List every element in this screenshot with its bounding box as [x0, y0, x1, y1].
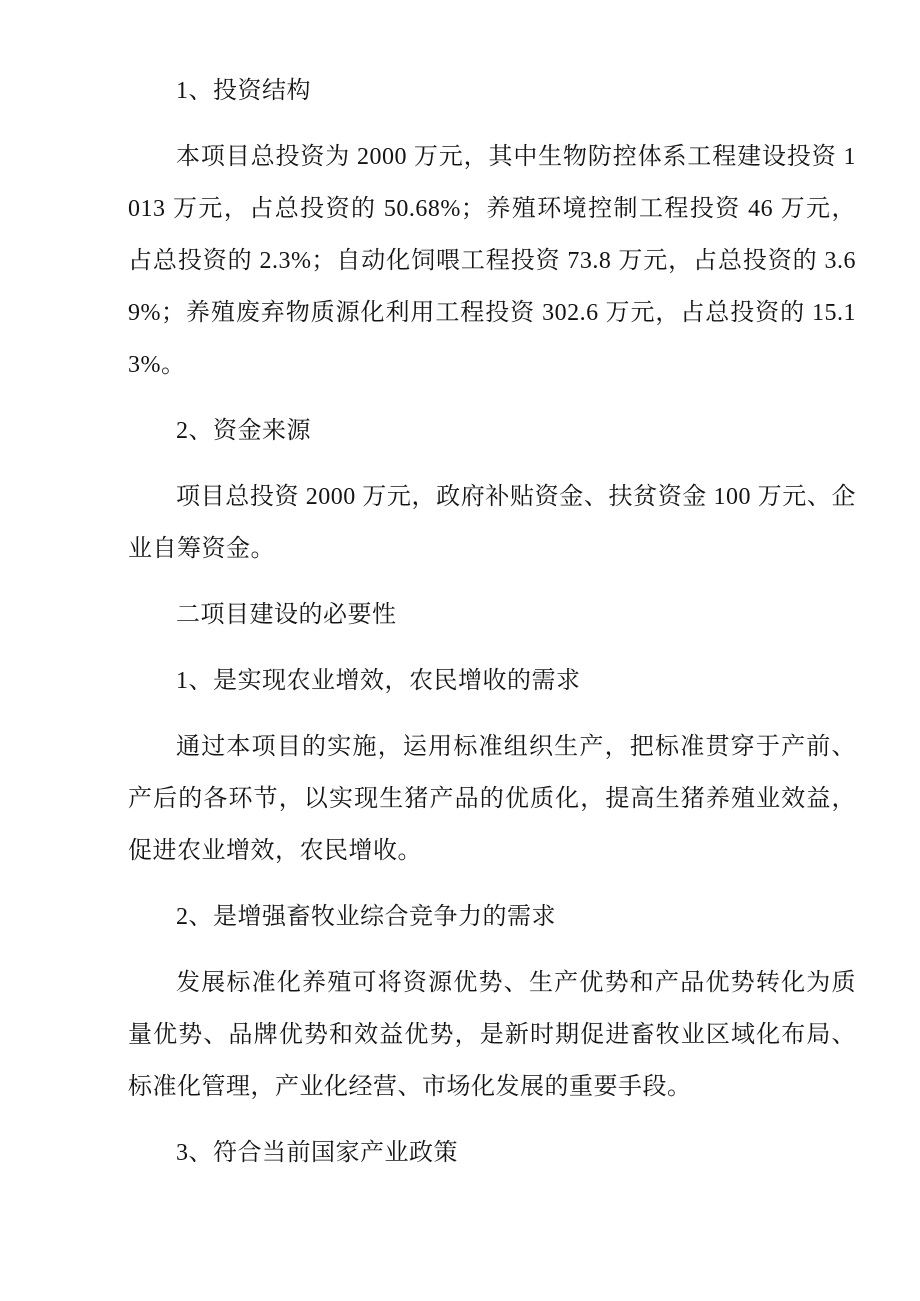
paragraph-investment-structure: 本项目总投资为 2000 万元，其中生物防控体系工程建设投资 1013 万元，占总投资的 50.68%；养殖环境控制工程投资 46 万元，占总投资的 2.3%；自动化饲喂工程投资 73.8 万元，占总投资的 3.69%；养殖废弃物质源化利用工程投资 302.6 万元，占总投资的 15.13%。: [128, 144, 856, 378]
heading-investment-structure: 1、投资结构: [176, 78, 311, 104]
paragraph-necessity-1-agriculture-income: 通过本项目的实施，运用标准组织生产，把标准贯穿于产前、产后的各环节，以实现生猪产品的优质化，提高生猪养殖业效益，促进农业增效，农民增收。: [128, 734, 856, 864]
heading-funding-sources: 2、资金来源: [176, 418, 311, 444]
heading-necessity-3-national-policy: 3、符合当前国家产业政策: [176, 1140, 458, 1166]
paragraph-funding-sources: 项目总投资 2000 万元，政府补贴资金、扶贫资金 100 万元、企业自筹资金。: [128, 484, 856, 562]
paragraph-necessity-2-livestock-competitiveness: 发展标准化养殖可将资源优势、生产优势和产品优势转化为质量优势、品牌优势和效益优势，是新时期促进畜牧业区域化布局、标准化管理，产业化经营、市场化发展的重要手段。: [128, 970, 856, 1100]
heading-necessity-1-agriculture-income: 1、是实现农业增效，农民增收的需求: [176, 668, 581, 694]
heading-necessity-2-livestock-competitiveness: 2、是增强畜牧业综合竞争力的需求: [176, 904, 556, 930]
heading-project-necessity: 二项目建设的必要性: [176, 602, 397, 628]
